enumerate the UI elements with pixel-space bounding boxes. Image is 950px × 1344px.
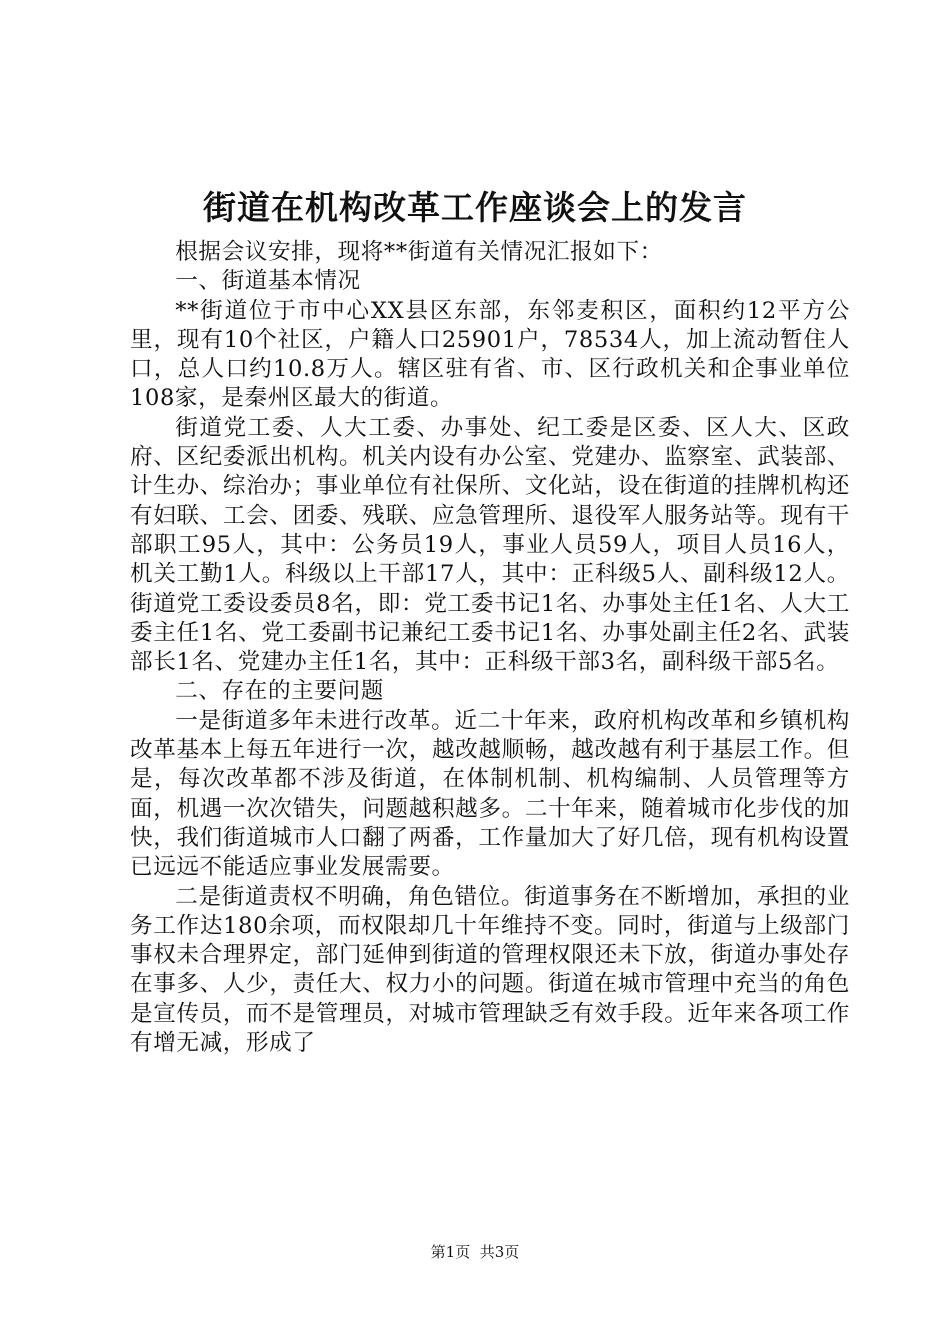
section-heading-basic-info: 一、街道基本情况 [175,268,361,295]
document-title: 街道在机构改革工作座谈会上的发言 [203,188,747,227]
footer-separator [470,1243,480,1261]
paragraph-location: **街道位于市中心XX县区东部，东邻麦积区，面积约12平方公里，现有10个社区，户籍人口25901户，78534人，加上流动暂住人口，总人口约10.8万人。辖区驻有省、市、区行政机关和企事业单位108家，是秦州区最大的街道。 [130,297,850,412]
page-number: 第1页 [430,1243,471,1261]
document-body [130,238,850,1058]
paragraph-problem-two: 二是街道责权不明确，角色错位。街道事务在不断增加，承担的业务工作达180余项，而权限却几十年维持不变。同时，街道与上级部门事权未合理界定，部门延伸到街道的管理权限还未下放，街道办事处存在事多、人少，责任大、权力小的问题。街道在城市管理中充当的角色是宣传员，而不是管理员，对城市管理缺乏有效手段。近年来各项工作有增无减，形成了 [130,883,850,1057]
section-heading-problems: 二、存在的主要问题 [175,678,384,705]
intro-paragraph: 根据会议安排，现将**街道有关情况汇报如下： [175,239,663,265]
page-footer [0,1242,950,1262]
paragraph-problem-one: 一是街道多年未进行改革。近二十年来，政府机构改革和乡镇机构改革基本上每五年进行一次，越改越顺畅，越改越有利于基层工作。但是，每次改革都不涉及街道，在体制机制、机构编制、人员管理等方面，机遇一次次错失，问题越积越多。二十年来，随着城市化步伐的加快，我们街道城市人口翻了两番，工作量加大了好几倍，现有机构设置已远远不能适应事业发展需要。 [130,707,850,881]
paragraph-organization: 街道党工委、人大工委、办事处、纪工委是区委、区人大、区政府、区纪委派出机构。机关内设有办公室、党建办、监察室、武装部、计生办、综治办；事业单位有社保所、文化站，设在街道的挂牌机构还有妇联、工会、团委、残联、应急管理所、退役军人服务站等。现有干部职工95人，其中：公务员19人，事业人员59人，项目人员16人，机关工勤1人。科级以上干部17人，其中：正科级5人、副科级12人。街道党工委设委员8名，即：党工委书记1名、办事处主任1名、人大工委主任1名、党工委副书记兼纪工委书记1名、办事处副主任2名、武装部长1名、党建办主任1名，其中：正科级干部3名，副科级干部5名。 [130,414,850,676]
page-total: 共3页 [479,1243,520,1261]
